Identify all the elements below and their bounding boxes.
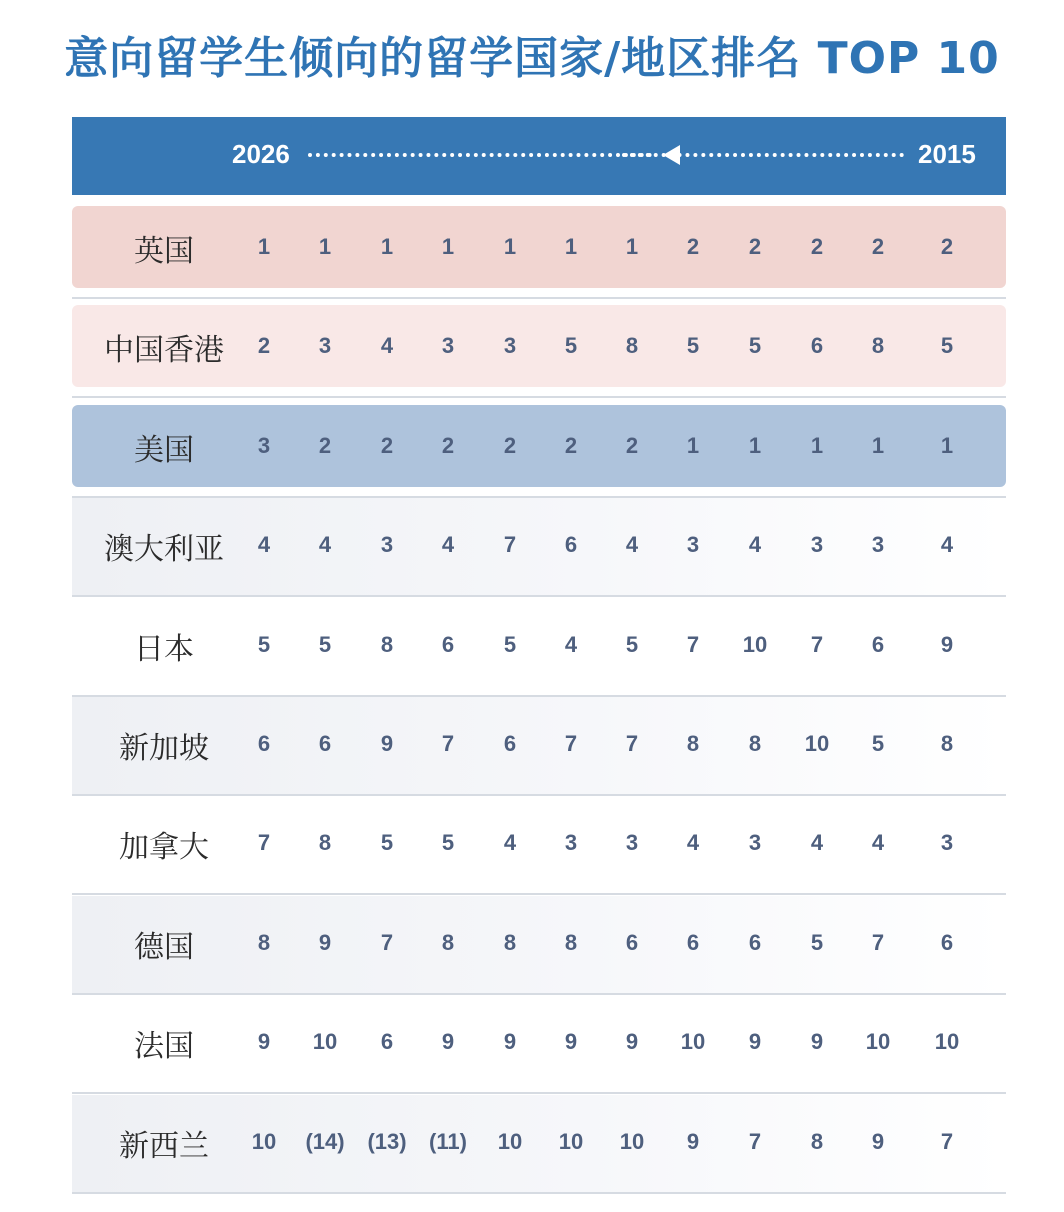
rank-cell: 9 bbox=[871, 1128, 885, 1154]
rank-cell: 10 bbox=[804, 731, 830, 756]
rank-cell: 10 bbox=[742, 631, 768, 657]
row-label: 新加坡 bbox=[119, 731, 209, 766]
rank-cell: 7 bbox=[441, 731, 455, 756]
row-label: 英国 bbox=[134, 234, 194, 269]
row-divider bbox=[72, 1192, 1006, 1194]
rank-cell: (13) bbox=[367, 1128, 407, 1154]
rank-cell: 6 bbox=[441, 631, 455, 657]
header-year-start: 2026 bbox=[232, 139, 290, 169]
rank-cell: 4 bbox=[686, 830, 700, 856]
rank-cell: 5 bbox=[503, 631, 517, 657]
rank-cell: 9 bbox=[625, 1029, 639, 1055]
rank-cell: 8 bbox=[625, 333, 639, 359]
rank-cell: 3 bbox=[686, 532, 700, 558]
row-label: 法国 bbox=[134, 1029, 194, 1065]
rank-cell: 1 bbox=[940, 432, 954, 458]
rank-cell: 7 bbox=[871, 929, 885, 955]
rank-cell: 4 bbox=[503, 830, 517, 856]
rank-cell: 2 bbox=[748, 234, 762, 259]
rank-cell: 3 bbox=[940, 830, 954, 856]
rank-cell: 5 bbox=[940, 333, 954, 359]
rank-cell: 3 bbox=[441, 333, 455, 359]
rank-cell: 8 bbox=[441, 929, 455, 955]
rank-cell: 3 bbox=[503, 333, 517, 359]
table-row bbox=[72, 995, 1006, 1094]
row-label: 德国 bbox=[134, 929, 194, 965]
rank-cell: 2 bbox=[871, 234, 885, 259]
rank-cell: 7 bbox=[940, 1128, 954, 1154]
table-row bbox=[72, 498, 1006, 597]
rank-cell: 6 bbox=[810, 333, 824, 359]
row-label: 澳大利亚 bbox=[104, 532, 224, 568]
rank-cell: 2 bbox=[564, 432, 578, 458]
rank-cell: 2 bbox=[625, 432, 639, 458]
rank-cell: (14) bbox=[305, 1128, 345, 1154]
rank-cell: 8 bbox=[257, 929, 271, 955]
header-dotted-line-left bbox=[308, 153, 652, 157]
rank-cell: 5 bbox=[748, 333, 762, 359]
table-row bbox=[72, 896, 1006, 995]
rank-cell: 8 bbox=[940, 731, 954, 756]
rank-cell: 1 bbox=[441, 234, 455, 259]
rank-cell: 7 bbox=[564, 731, 578, 756]
rank-cell: 9 bbox=[810, 1029, 824, 1055]
rank-cell: 3 bbox=[748, 830, 762, 856]
rank-cell: 3 bbox=[257, 432, 271, 458]
rank-cell: 8 bbox=[380, 631, 394, 657]
rank-cell: 1 bbox=[318, 234, 332, 259]
rank-cell: 9 bbox=[318, 929, 332, 955]
rank-cell: 5 bbox=[257, 631, 271, 657]
rank-cell: 5 bbox=[625, 631, 639, 657]
rank-cell: 10 bbox=[497, 1128, 523, 1154]
rank-cell: 7 bbox=[748, 1128, 762, 1154]
rank-cell: 9 bbox=[940, 631, 954, 657]
table-row bbox=[72, 299, 1006, 398]
rank-cell: 7 bbox=[503, 532, 517, 558]
rank-cell: 8 bbox=[503, 929, 517, 955]
row-label: 日本 bbox=[134, 631, 194, 667]
header-year-end: 2015 bbox=[918, 139, 976, 169]
rank-cell: 3 bbox=[380, 532, 394, 558]
rank-cell: 4 bbox=[318, 532, 332, 558]
row-label: 中国香港 bbox=[104, 333, 224, 369]
rank-cell: 6 bbox=[748, 929, 762, 955]
rank-cell: 6 bbox=[318, 731, 332, 756]
rank-cell: 5 bbox=[686, 333, 700, 359]
rank-cell: 1 bbox=[380, 234, 394, 259]
rank-cell: 7 bbox=[686, 631, 700, 657]
rank-cell: 6 bbox=[940, 929, 954, 955]
rank-cell: 9 bbox=[257, 1029, 271, 1055]
rank-cell: 4 bbox=[257, 532, 271, 558]
rank-cell: 8 bbox=[564, 929, 578, 955]
rank-cell: 1 bbox=[686, 432, 700, 458]
rank-cell: 4 bbox=[441, 532, 455, 558]
rank-cell: 5 bbox=[564, 333, 578, 359]
rank-cell: 2 bbox=[503, 432, 517, 458]
rank-cell: 6 bbox=[686, 929, 700, 955]
rank-cell: 1 bbox=[503, 234, 517, 259]
rank-cell: 4 bbox=[625, 532, 639, 558]
rank-cell: 2 bbox=[380, 432, 394, 458]
rank-cell: 1 bbox=[871, 432, 885, 458]
table-row bbox=[72, 200, 1006, 299]
rank-cell: 9 bbox=[564, 1029, 578, 1055]
rank-cell: 5 bbox=[810, 929, 824, 955]
rank-cell: 5 bbox=[380, 830, 394, 856]
rank-cell: 10 bbox=[865, 1029, 891, 1055]
rank-cell: 1 bbox=[748, 432, 762, 458]
rank-cell: 3 bbox=[810, 532, 824, 558]
rank-cell: 9 bbox=[503, 1029, 517, 1055]
row-label: 新西兰 bbox=[119, 1128, 209, 1164]
rank-cell: 4 bbox=[564, 631, 578, 657]
rank-cell: 7 bbox=[380, 929, 394, 955]
rank-cell: 4 bbox=[871, 830, 885, 856]
rank-cell: 10 bbox=[619, 1128, 645, 1154]
rank-cell: 6 bbox=[871, 631, 885, 657]
rank-cell: 2 bbox=[940, 234, 954, 259]
rank-cell: 1 bbox=[257, 234, 271, 259]
rank-cell: 7 bbox=[625, 731, 639, 756]
table-row bbox=[72, 1095, 1006, 1194]
rank-cell: 5 bbox=[871, 731, 885, 756]
rank-cell: 8 bbox=[871, 333, 885, 359]
rank-cell: 8 bbox=[810, 1128, 824, 1154]
rank-cell: 10 bbox=[934, 1029, 960, 1055]
rank-cell: 4 bbox=[380, 333, 394, 359]
rank-cell: 3 bbox=[625, 830, 639, 856]
rank-cell: 7 bbox=[257, 830, 271, 856]
rank-cell: 6 bbox=[380, 1029, 394, 1055]
year-header-bar bbox=[72, 117, 1006, 195]
rank-cell: 5 bbox=[441, 830, 455, 856]
rank-cell: 2 bbox=[441, 432, 455, 458]
rank-cell: 3 bbox=[564, 830, 578, 856]
rank-cell: 1 bbox=[625, 234, 639, 259]
rank-cell: 6 bbox=[625, 929, 639, 955]
table-row bbox=[72, 796, 1006, 895]
rank-cell: 2 bbox=[686, 234, 700, 259]
rank-cell: 3 bbox=[318, 333, 332, 359]
rank-cell: 6 bbox=[257, 731, 271, 756]
rank-cell: 4 bbox=[748, 532, 762, 558]
rank-cell: 10 bbox=[558, 1128, 584, 1154]
rank-cell: 4 bbox=[810, 830, 824, 856]
rank-cell: 9 bbox=[441, 1029, 455, 1055]
rank-cell: 8 bbox=[318, 830, 332, 856]
rank-cell: 10 bbox=[312, 1029, 338, 1055]
rank-cell: (11) bbox=[429, 1128, 467, 1154]
rank-cell: 9 bbox=[380, 731, 394, 756]
table-row bbox=[72, 399, 1006, 498]
chart-title: 意向留学生倾向的留学国家/地区排名 TOP 10 bbox=[64, 33, 1000, 84]
rank-cell: 2 bbox=[318, 432, 332, 458]
rank-cell: 1 bbox=[810, 432, 824, 458]
rank-cell: 4 bbox=[940, 532, 954, 558]
rank-cell: 10 bbox=[251, 1128, 277, 1154]
rank-cell: 7 bbox=[810, 631, 824, 657]
rank-cell: 6 bbox=[564, 532, 578, 558]
rank-cell: 6 bbox=[503, 731, 517, 756]
rank-cell: 5 bbox=[318, 631, 332, 657]
rank-cell: 2 bbox=[810, 234, 824, 259]
row-label: 加拿大 bbox=[119, 830, 209, 866]
rank-cell: 10 bbox=[680, 1029, 706, 1055]
rank-cell: 9 bbox=[748, 1029, 762, 1055]
rank-cell: 8 bbox=[748, 731, 762, 756]
table-row bbox=[72, 697, 1006, 796]
table-row bbox=[72, 598, 1006, 697]
rank-cell: 3 bbox=[871, 532, 885, 558]
rank-cell: 2 bbox=[257, 333, 271, 359]
row-label: 美国 bbox=[134, 432, 194, 468]
rank-cell: 8 bbox=[686, 731, 700, 756]
rank-cell: 1 bbox=[564, 234, 578, 259]
header-dotted-line-right bbox=[622, 153, 904, 157]
rank-cell: 9 bbox=[686, 1128, 700, 1154]
